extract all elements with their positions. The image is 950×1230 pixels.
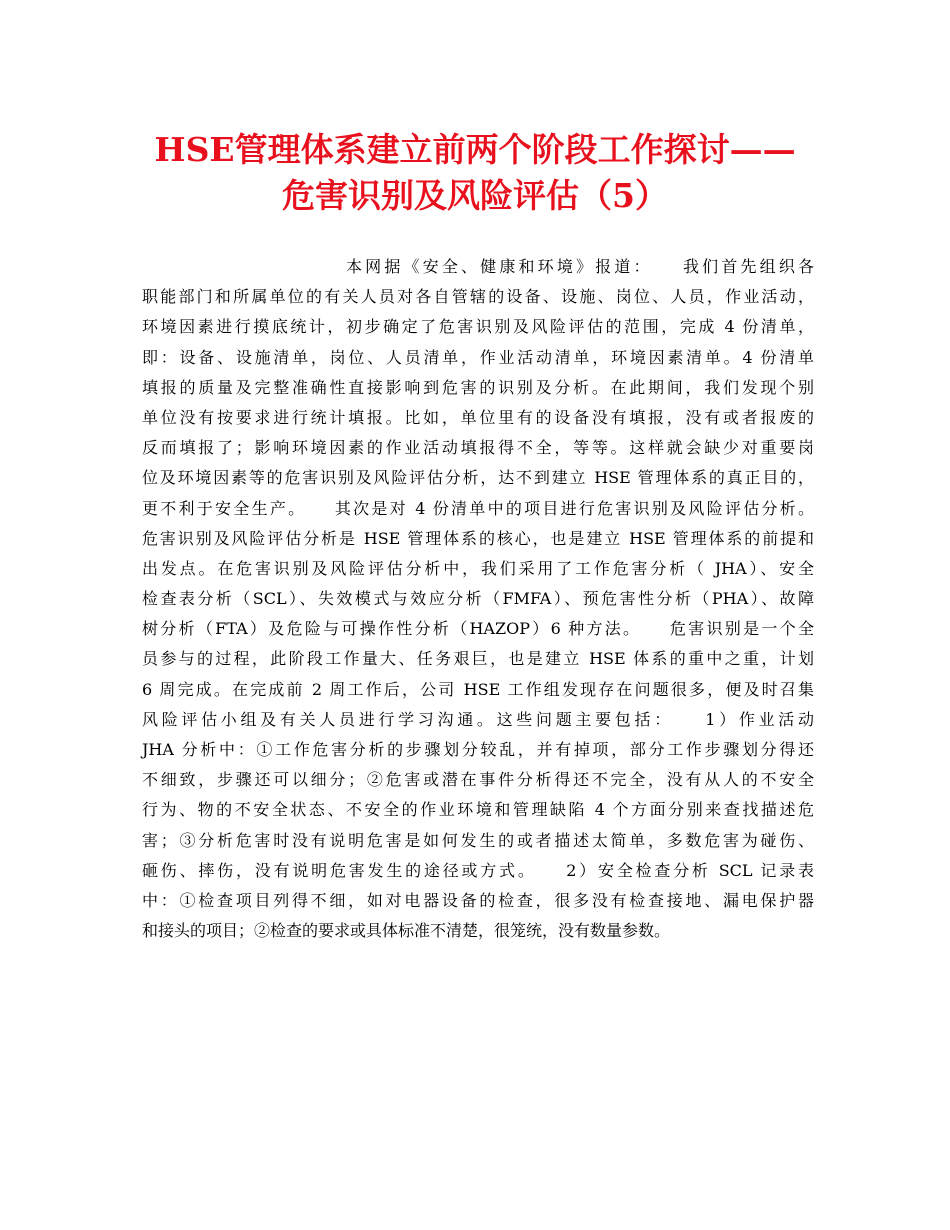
body-line: 砸伤、摔伤，没有说明危害发生的途径或方式。 2）安全检查分析 SCL 记录表 xyxy=(142,860,814,880)
body-line: 树分析（FTA）及危险与可操作性分析（HAZOP）6 种方法。 危害识别是一个全 xyxy=(142,619,814,639)
title-line-2: 危害识别及风险评估（5） xyxy=(282,176,668,215)
body-line: 害；③分析危害时没有说明危害是如何发生的或者描述太简单，多数危害为碰伤、 xyxy=(142,830,814,850)
body-line: 环境因素进行摸底统计，初步确定了危害识别及风险评估的范围，完成 4 份清单， xyxy=(142,317,814,337)
body-line: 员参与的过程，此阶段工作量大、任务艰巨，也是建立 HSE 体系的重中之重，计划 xyxy=(142,649,814,669)
body-line: 6 周完成。在完成前 2 周工作后，公司 HSE 工作组发现存在问题很多，便及时召集 xyxy=(142,679,814,699)
body-line: 本网据《安全、健康和环境》报道： 我们首先组织各 xyxy=(346,257,814,276)
body-line: 位及环境因素等的危害识别及风险评估分析，达不到建立 HSE 管理体系的真正目的， xyxy=(142,468,814,488)
body-line: 填报的质量及完整准确性直接影响到危害的识别及分析。在此期间，我们发现个别 xyxy=(142,377,814,397)
body-line: 出发点。在危害识别及风险评估分析中，我们采用了工作危害分析（ JHA）、安全 xyxy=(142,558,814,578)
body-line: 不细致，步骤还可以细分；②危害或潜在事件分析得还不完全，没有从人的不安全 xyxy=(142,770,814,790)
body-line: 即：设备、设施清单，岗位、人员清单，作业活动清单，环境因素清单。4 份清单 xyxy=(142,347,814,367)
body-line: 单位没有按要求进行统计填报。比如，单位里有的设备没有填报，没有或者报废的 xyxy=(142,407,814,427)
body-line: 和接头的项目；②检查的要求或具体标准不清楚，很笼统，没有数量参数。 xyxy=(142,921,671,941)
body-line: 职能部门和所属单位的有关人员对各自管辖的设备、设施、岗位、人员，作业活动， xyxy=(142,287,814,307)
title-line-1: HSE管理体系建立前两个阶段工作探讨—— xyxy=(154,130,796,169)
body-line: 危害识别及风险评估分析是 HSE 管理体系的核心，也是建立 HSE 管理体系的前提和 xyxy=(142,528,814,548)
body-line: 更不利于安全生产。 其次是对 4 份清单中的项目进行危害识别及风险评估分析。 xyxy=(142,498,814,518)
body-line: JHA 分析中：①工作危害分析的步骤划分较乱，并有掉项，部分工作步骤划分得还 xyxy=(142,740,814,759)
article-body xyxy=(142,252,814,946)
body-line: 行为、物的不安全状态、不安全的作业环境和管理缺陷 4 个方面分别来查找描述危 xyxy=(142,800,814,820)
body-line: 风险评估小组及有关人员进行学习沟通。这些问题主要包括： 1）作业活动 xyxy=(142,709,814,729)
body-line: 反而填报了；影响环境因素的作业活动填报得不全，等等。这样就会缺少对重要岗 xyxy=(142,438,814,458)
body-line: 中：①检查项目列得不细，如对电器设备的检查，很多没有检查接地、漏电保护器 xyxy=(142,890,814,910)
body-line: 检查表分析（SCL）、失效模式与效应分析（FMFA）、预危害性分析（PHA）、故障 xyxy=(142,589,814,609)
